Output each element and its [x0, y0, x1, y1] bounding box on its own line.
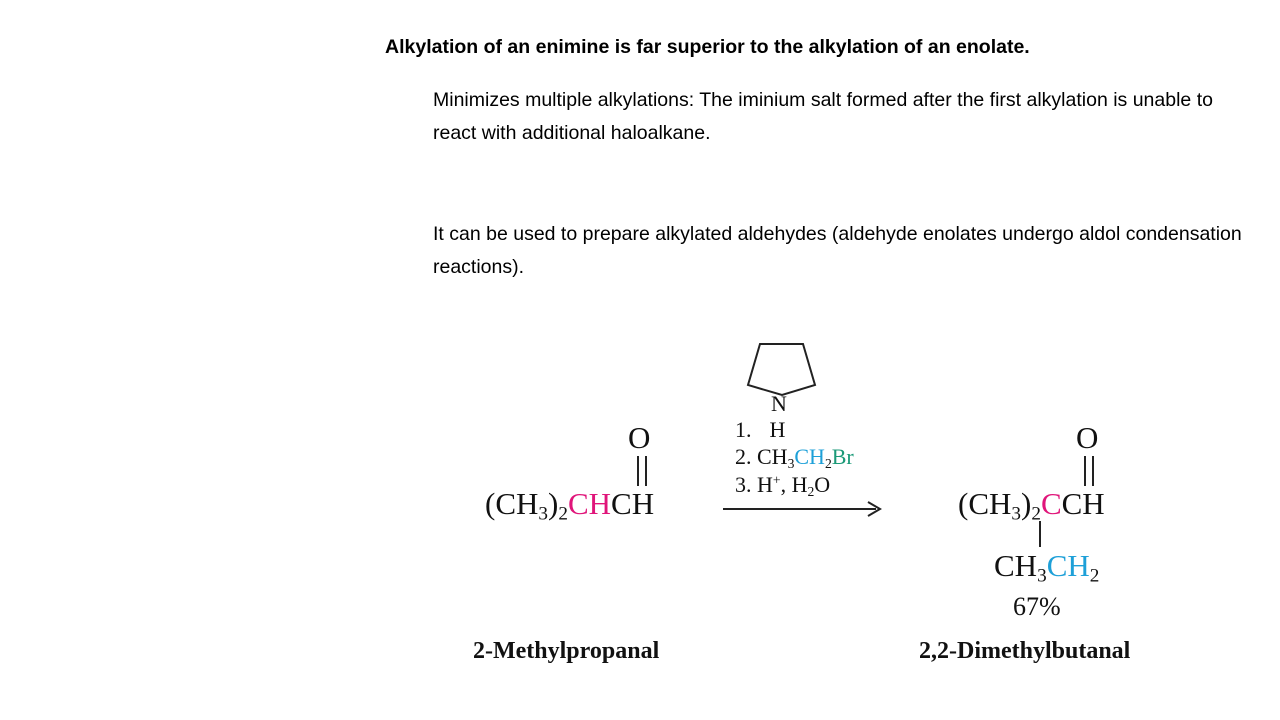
reagent-step-3-number: 3.	[735, 472, 752, 497]
reagent-step-2	[735, 444, 854, 471]
reactant-group-subscript-2: 2	[558, 503, 568, 525]
product-carbonyl-oxygen: O	[1076, 420, 1099, 455]
product-group-close: )	[1021, 486, 1032, 521]
product-ethyl-group	[994, 548, 1100, 587]
reagent-water-oxygen: O	[814, 472, 831, 497]
product-group-subscript: 3	[1011, 503, 1021, 525]
reagent-methylene-subscript: 2	[824, 455, 832, 471]
point-minimizes-multiple-alkylations: Minimizes multiple alkylations: The iminium salt formed after the first alkylation is unable to react with additional haloalkane.	[433, 89, 1213, 144]
reagent-water-subscript: 2	[807, 483, 815, 499]
reagent-step-2-number: 2.	[735, 444, 752, 469]
product-ethyl-methylene-subscript: 2	[1089, 565, 1100, 587]
product-ethyl-methyl-subscript: 3	[1037, 565, 1047, 587]
product-ethyl-methyl: CH	[994, 548, 1038, 583]
reagent-step-1-number: 1.	[735, 417, 752, 442]
reagent-bromine: Br	[831, 444, 854, 469]
product-yield: 67%	[1013, 592, 1061, 621]
product-formula	[958, 486, 1105, 525]
reagent-methylene: CH	[794, 444, 825, 469]
reactant-carbonyl-oxygen: O	[628, 420, 651, 455]
product-group: (CH	[958, 486, 1012, 521]
reagent-methyl-subscript: 3	[787, 455, 795, 471]
reagent-water: , H	[780, 472, 808, 497]
reagent-step-1	[735, 419, 785, 441]
reactant-formula	[485, 486, 655, 525]
product-name: 2,2-Dimethylbutanal	[919, 638, 1131, 664]
slide-title: Alkylation of an enimine is far superior to the alkylation of an enolate.	[385, 36, 1030, 58]
reactant-group-close: )	[548, 486, 559, 521]
reactant-group-subscript: 3	[538, 503, 548, 525]
reactant-name: 2-Methylpropanal	[473, 638, 660, 664]
reactant-alpha-carbon: CH	[567, 486, 612, 521]
pyrrolidine-nitrogen: N	[771, 391, 787, 416]
product-carbonyl-carbon: CH	[1061, 486, 1105, 521]
point-alkylated-aldehydes: It can be used to prepare alkylated aldehydes (aldehyde enolates undergo aldol condensation reactions).	[433, 223, 1242, 278]
pyrrolidine-ring	[748, 344, 815, 395]
reagent-proton: H	[757, 472, 773, 497]
reactant-group: (CH	[485, 486, 539, 521]
product-ethyl-methylene: CH	[1046, 548, 1090, 583]
product-alpha-carbon: C	[1040, 486, 1062, 521]
reagent-proton-charge: +	[772, 472, 781, 488]
reagent-methyl: CH	[757, 444, 788, 469]
product-group-subscript-2: 2	[1031, 503, 1041, 525]
pyrrolidine-hydrogen: H	[769, 417, 786, 442]
reagent-step-3	[735, 472, 831, 499]
reactant-carbonyl-carbon: CH	[611, 486, 655, 521]
